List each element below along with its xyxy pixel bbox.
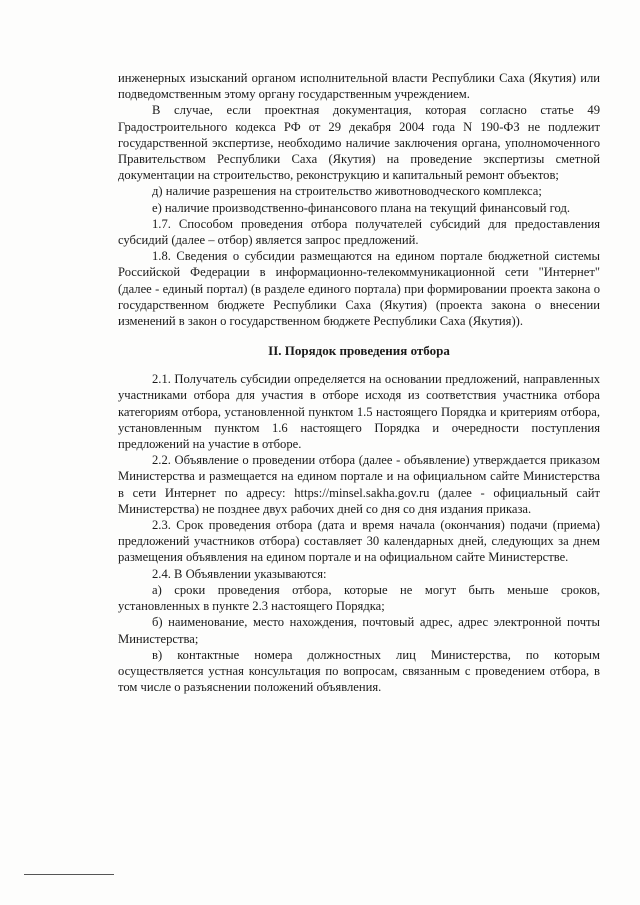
paragraph: а) сроки проведения отбора, которые не могут быть меньше сроков, установленных в пункте 2.3 настоящего Порядка;	[118, 582, 600, 614]
section-heading: II. Порядок проведения отбора	[268, 343, 450, 359]
paragraph: в) контактные номера должностных лиц Министерства, по которым осуществляется устная консультация по вопросам, связанным с проведением отбора, в том числе о разъяснении положений объявления.	[118, 647, 600, 695]
paragraph: е) наличие производственно-финансового плана на текущий финансовый год.	[152, 200, 571, 215]
paragraph: В случае, если проектная документация, которая согласно статье 49 Градостроительного кодекса РФ от 29 декабря 2004 года N 190-ФЗ не подлежит государственной экспертизе, необходимо наличие заключения органа, уполномоченного Правительством Республики Саха (Якутия) на проведение экспертизы сметной документации на строительство, реконструкцию и капитальный ремонт объектов;	[118, 103, 600, 183]
paragraph: 2.4. В Объявлении указываются:	[152, 566, 327, 581]
paragraph: б) наименование, место нахождения, почтовый адрес, адрес электронной почты Министерства;	[118, 615, 600, 646]
paragraph: 2.3. Срок проведения отбора (дата и время начала (окончания) подачи (приема) предложений участников отбора) составляет 30 календарных дней, следующих за днем размещения объявления на едином портале и на официальном сайте Министерстве.	[118, 518, 600, 565]
paragraph: 1.7. Способом проведения отбора получателей субсидий для предоставления субсидий (далее – отбор) является запрос предложений.	[118, 216, 600, 248]
paragraph: инженерных изысканий органом исполнительной власти Республики Саха (Якутия) или подведомственным этому органу государственным учреждением.	[118, 71, 600, 102]
footnote-divider	[24, 874, 114, 875]
paragraph: 1.8. Сведения о субсидии размещаются на едином портале бюджетной системы Российской Федерации в информационно-телекоммуникационной сети "Интернет" (далее - единый портал) (в разделе единого портала) при формировании проекта закона о государственном бюджете Республики Саха (Якутия) (проекта закона о внесении изменений в закон о государственном бюджете Республики Саха (Якутия)).	[118, 249, 600, 329]
paragraph: 2.2. Объявление о проведении отбора (далее - объявление) утверждается приказом Министерства и размещается на едином портале и на официальном сайте Министерства в сети Интернет по адресу: https://minsel.sakha.gov.ru (далее - официальный сайт Министерства) не позднее двух рабочих дней со дня со дня издания приказа.	[118, 453, 600, 516]
paragraph: 2.1. Получатель субсидии определяется на основании предложений, направленных участниками отбора для участия в отборе исходя из соответствия участника отбора категориям отбора, установленной пунктом 1.5 настоящего Порядка и критериям отбора, установленным пунктом 1.6 настоящего Порядка и очередности поступления предложений на участие в отборе.	[118, 372, 600, 452]
document-body	[118, 70, 600, 695]
paragraph: д) наличие разрешения на строительство животноводческого комплекса;	[152, 184, 542, 199]
